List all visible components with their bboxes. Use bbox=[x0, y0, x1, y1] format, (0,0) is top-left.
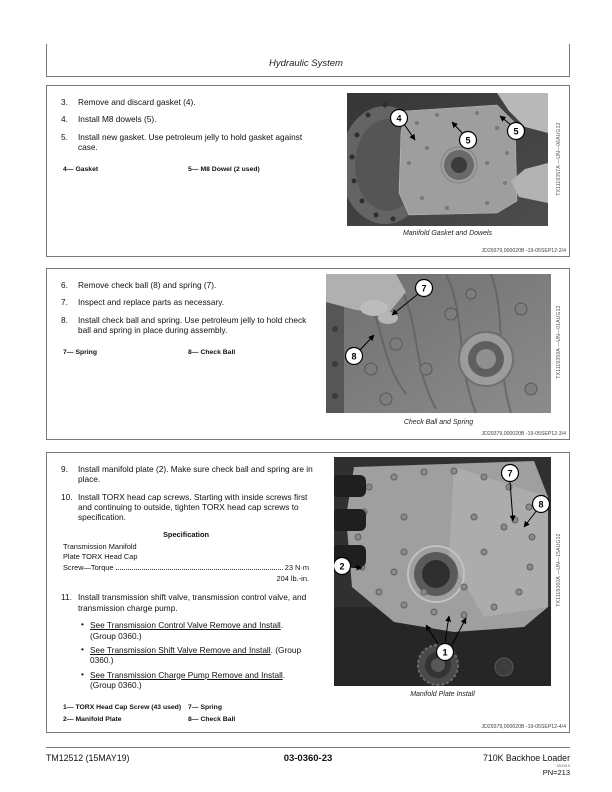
step-text: Remove check ball (8) and spring (7). bbox=[78, 280, 217, 290]
figure-caption: Manifold Gasket and Dowels bbox=[402, 230, 493, 237]
step-text: Install check ball and spring. Use petroleum jelly to hold check ball and spring in place during assembly. bbox=[78, 314, 307, 336]
step-number: 4. bbox=[61, 114, 68, 125]
callout-4 bbox=[391, 110, 408, 127]
legend-item: 4— Gasket bbox=[63, 166, 99, 174]
legend-item: 2— Manifold Plate bbox=[63, 715, 122, 723]
xref-suffix: . (Group 0360.) bbox=[90, 620, 284, 641]
legend-item: 8— Check Ball bbox=[188, 349, 236, 357]
svg-text:8: 8 bbox=[351, 351, 357, 362]
callout-5b bbox=[508, 123, 525, 140]
step-5 bbox=[61, 132, 313, 153]
figure-check-ball bbox=[326, 274, 551, 413]
svg-text:5: 5 bbox=[513, 126, 519, 137]
list-item bbox=[81, 645, 305, 666]
spec-title: Specification bbox=[163, 529, 209, 539]
legend-item: 8— Check Ball bbox=[188, 715, 236, 723]
step-number: 6. bbox=[61, 280, 68, 290]
step-text: Install transmission shift valve, transmission control valve, and transmission charge pump. bbox=[78, 592, 307, 613]
section-manifold-plate-install bbox=[46, 452, 570, 733]
legend bbox=[63, 703, 313, 725]
step-9 bbox=[61, 464, 313, 485]
section-check-ball-spring bbox=[46, 268, 570, 440]
footer-pn: PN=213 bbox=[542, 768, 570, 777]
step-text: Install manifold plate (2). Make sure check ball and spring are in place. bbox=[78, 464, 313, 485]
legend-item: 7— Spring bbox=[188, 704, 222, 712]
step-text: Remove and discard gasket (4). bbox=[78, 97, 196, 107]
section-gasket-dowels bbox=[46, 85, 570, 257]
figure-manifold-gasket bbox=[347, 93, 548, 226]
step-4 bbox=[61, 114, 313, 124]
section-ref: JD29379,000020B -19-05SEP12-3/4 bbox=[481, 431, 566, 437]
step-number: 5. bbox=[61, 131, 68, 142]
footer-page-number: 03-0360-23 bbox=[283, 753, 333, 764]
figure-photo bbox=[347, 93, 548, 226]
cross-reference-list bbox=[81, 620, 305, 690]
spec-leader-row bbox=[63, 563, 309, 574]
figure-photo bbox=[334, 457, 551, 686]
spec-value-metric: 23 N·m bbox=[284, 563, 309, 572]
figure-caption: Check Ball and Spring bbox=[403, 419, 474, 426]
header-rule bbox=[46, 76, 570, 77]
svg-text:1: 1 bbox=[442, 647, 448, 658]
legend bbox=[63, 165, 313, 176]
legend-item: 1— TORX Head Cap Screw (43 used) bbox=[63, 704, 182, 712]
step-number: 9. bbox=[61, 464, 68, 474]
callout-8 bbox=[533, 496, 550, 513]
step-number: 7. bbox=[61, 297, 68, 308]
section2-text-column bbox=[61, 280, 313, 360]
section3-text-column bbox=[61, 464, 313, 726]
step-3 bbox=[61, 97, 313, 107]
step-10 bbox=[61, 492, 313, 523]
step-8 bbox=[61, 315, 313, 336]
legend-item: 7— Spring bbox=[63, 349, 97, 357]
legend-item: 5— M8 Dowel (2 used) bbox=[188, 166, 260, 174]
figure-image-id: TX1119360A —UN—15AUG12 bbox=[556, 533, 562, 607]
section-ref: JD29379,000020B -19-05SEP12-4/4 bbox=[481, 724, 566, 730]
figure-image-id: TX1119359A —UN—01AUG12 bbox=[556, 305, 562, 379]
figure-manifold-plate bbox=[334, 457, 551, 686]
footer-model-name: 710K Backhoe Loader bbox=[482, 753, 570, 763]
callout-7 bbox=[502, 465, 519, 482]
spec-value-imperial: 204 lb.-in. bbox=[276, 573, 309, 583]
callout-5a bbox=[460, 132, 477, 149]
section-ref: JD29379,000020B -19-05SEP12-2/4 bbox=[481, 248, 566, 254]
list-item bbox=[81, 670, 305, 691]
svg-text:8: 8 bbox=[538, 499, 544, 510]
torque-specification bbox=[63, 530, 309, 585]
svg-text:7: 7 bbox=[421, 283, 427, 294]
section1-text-column bbox=[61, 97, 313, 177]
svg-text:7: 7 bbox=[507, 468, 513, 479]
svg-text:5: 5 bbox=[465, 135, 471, 146]
footer-rule bbox=[46, 747, 570, 748]
page-title: Hydraulic System bbox=[269, 58, 343, 69]
svg-text:2: 2 bbox=[339, 561, 345, 572]
xref-link-shift-valve[interactable]: See Transmission Shift Valve Remove and Install bbox=[90, 644, 271, 655]
figure-image-id: TX1119357A —UN—06AUG12 bbox=[556, 122, 562, 196]
callout-2 bbox=[334, 558, 351, 575]
step-number: 11. bbox=[61, 592, 72, 603]
step-number: 10. bbox=[61, 491, 73, 502]
step-7 bbox=[61, 297, 313, 307]
figure-photo bbox=[326, 274, 551, 413]
legend bbox=[63, 348, 313, 359]
step-6 bbox=[61, 280, 313, 290]
xref-link-charge-pump[interactable]: See Transmission Charge Pump Remove and Install bbox=[90, 669, 283, 680]
spec-line: Plate TORX Head Cap bbox=[63, 552, 138, 562]
xref-suffix: . (Group 0360.) bbox=[90, 644, 302, 666]
callout-1 bbox=[437, 644, 454, 661]
step-text: Install TORX head cap screws. Starting with inside screws first and continuing to outside, tighten TORX head cap screws to specification. bbox=[78, 491, 308, 523]
svg-text:4: 4 bbox=[396, 113, 402, 124]
list-item bbox=[81, 620, 305, 641]
spec-label: Screw—Torque bbox=[63, 563, 114, 572]
footer-date-code: 051919 bbox=[556, 763, 570, 768]
xref-link-control-valve[interactable]: See Transmission Control Valve Remove and Install bbox=[90, 620, 281, 631]
step-11 bbox=[61, 592, 313, 613]
callout-8 bbox=[346, 348, 363, 365]
step-text: Install M8 dowels (5). bbox=[78, 114, 157, 125]
xref-suffix: . (Group 0360.) bbox=[90, 669, 286, 690]
step-text: Install new gasket. Use petroleum jelly to hold gasket against case. bbox=[78, 131, 303, 153]
spec-line: Transmission Manifold bbox=[63, 541, 137, 551]
footer-manual-number: TM12512 (15MAY19) bbox=[46, 753, 130, 763]
dot-leader bbox=[116, 569, 283, 570]
step-text: Inspect and replace parts as necessary. bbox=[78, 297, 225, 308]
step-number: 8. bbox=[61, 314, 68, 325]
callout-7 bbox=[416, 280, 433, 297]
figure-caption: Manifold Plate Install bbox=[410, 691, 475, 698]
step-number: 3. bbox=[61, 97, 68, 107]
